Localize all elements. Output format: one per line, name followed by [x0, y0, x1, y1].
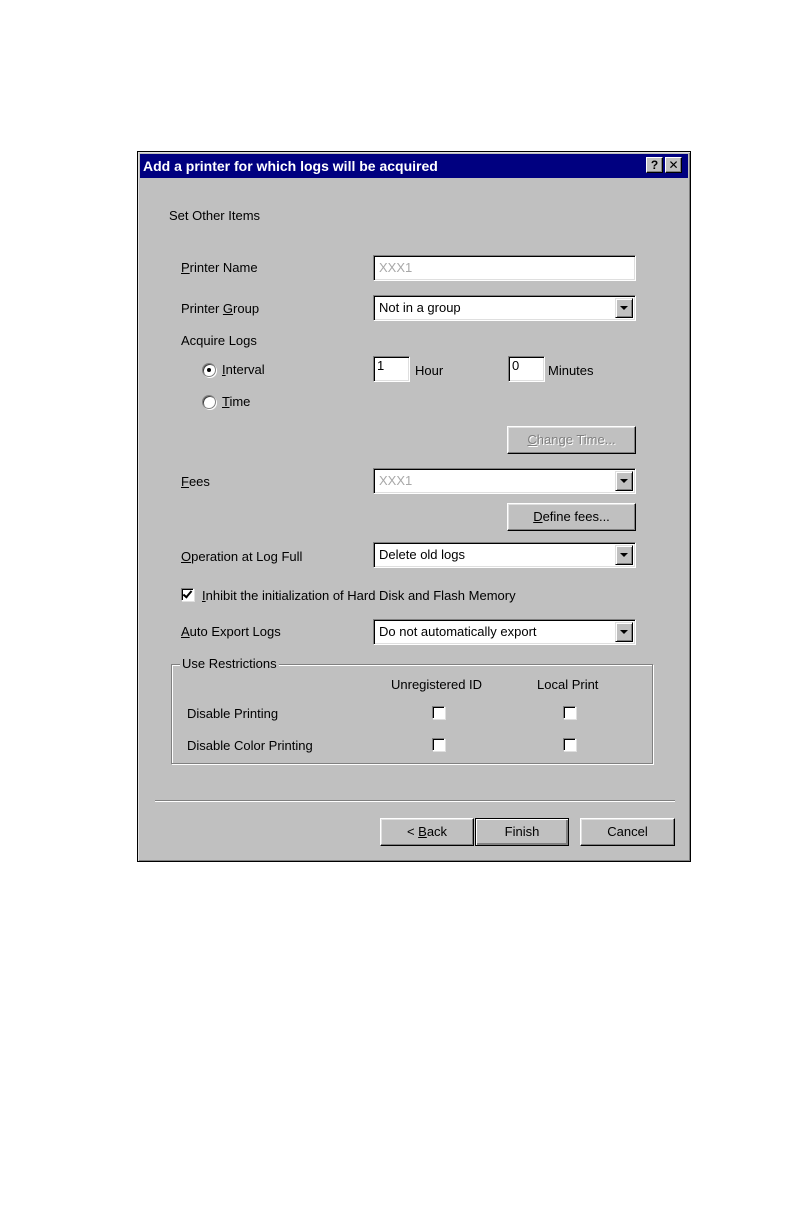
interval-radio[interactable]: [202, 363, 216, 377]
use-restrictions-group: [171, 656, 653, 764]
acquire-logs-label: Acquire Logs: [181, 333, 257, 348]
disable-color-unregistered-checkbox[interactable]: [432, 738, 445, 751]
dialog-title: Add a printer for which logs will be acquired: [143, 158, 438, 174]
disable-printing-local-checkbox[interactable]: [563, 706, 576, 719]
hour-unit-label: Hour: [415, 363, 444, 378]
footer-separator: [155, 800, 675, 802]
time-radio[interactable]: [202, 395, 216, 409]
hour-input[interactable]: 1: [373, 356, 410, 382]
use-restrictions-title: Use Restrictions: [182, 656, 277, 671]
fees-label: Fees: [181, 474, 210, 489]
dropdown-arrow-icon[interactable]: [615, 545, 633, 565]
section-title: Set Other Items: [169, 208, 261, 223]
inhibit-initialization-label[interactable]: Inhibit the initialization of Hard Disk and Flash Memory: [202, 588, 516, 603]
minutes-unit-label: Minutes: [548, 363, 594, 378]
close-button[interactable]: ✕: [665, 157, 682, 173]
disable-color-printing-label: Disable Color Printing: [187, 738, 313, 753]
auto-export-logs-value: Do not automatically export: [379, 624, 537, 639]
operation-log-full-label: Operation at Log Full: [181, 549, 303, 564]
unregistered-id-column-header: Unregistered ID: [391, 677, 483, 692]
minutes-input[interactable]: 0: [508, 356, 545, 382]
disable-color-local-checkbox[interactable]: [563, 738, 576, 751]
printer-group-label: Printer Group: [181, 301, 260, 316]
dropdown-arrow-icon[interactable]: [615, 622, 633, 642]
operation-log-full-dropdown[interactable]: [373, 542, 636, 568]
dropdown-arrow-icon[interactable]: [615, 298, 633, 318]
inhibit-initialization-checkbox[interactable]: [181, 588, 194, 601]
disable-printing-unregistered-checkbox[interactable]: [432, 706, 445, 719]
dropdown-arrow-icon[interactable]: [615, 471, 633, 491]
help-button[interactable]: ?: [646, 157, 663, 173]
define-fees-button[interactable]: Define fees...: [507, 503, 636, 531]
cancel-button[interactable]: Cancel: [580, 818, 675, 846]
time-label[interactable]: Time: [222, 394, 251, 409]
local-print-column-header: Local Print: [537, 677, 599, 692]
fees-value: XXX1: [379, 473, 413, 488]
interval-label[interactable]: Interval: [222, 362, 265, 377]
add-printer-dialog: [137, 151, 691, 862]
auto-export-logs-dropdown[interactable]: [373, 619, 636, 645]
printer-name-label: Printer Name: [181, 260, 258, 275]
auto-export-logs-label: Auto Export Logs: [181, 624, 281, 639]
back-button[interactable]: < Back: [380, 818, 474, 846]
operation-log-full-value: Delete old logs: [379, 547, 465, 562]
disable-printing-label: Disable Printing: [187, 706, 279, 721]
fees-dropdown[interactable]: [373, 468, 636, 494]
printer-group-value: Not in a group: [379, 300, 461, 315]
printer-name-field: XXX1: [373, 255, 636, 281]
finish-button[interactable]: Finish: [475, 818, 569, 846]
title-bar[interactable]: [140, 154, 688, 178]
printer-group-dropdown[interactable]: [373, 295, 636, 321]
change-time-button[interactable]: Change Time...: [507, 426, 636, 454]
